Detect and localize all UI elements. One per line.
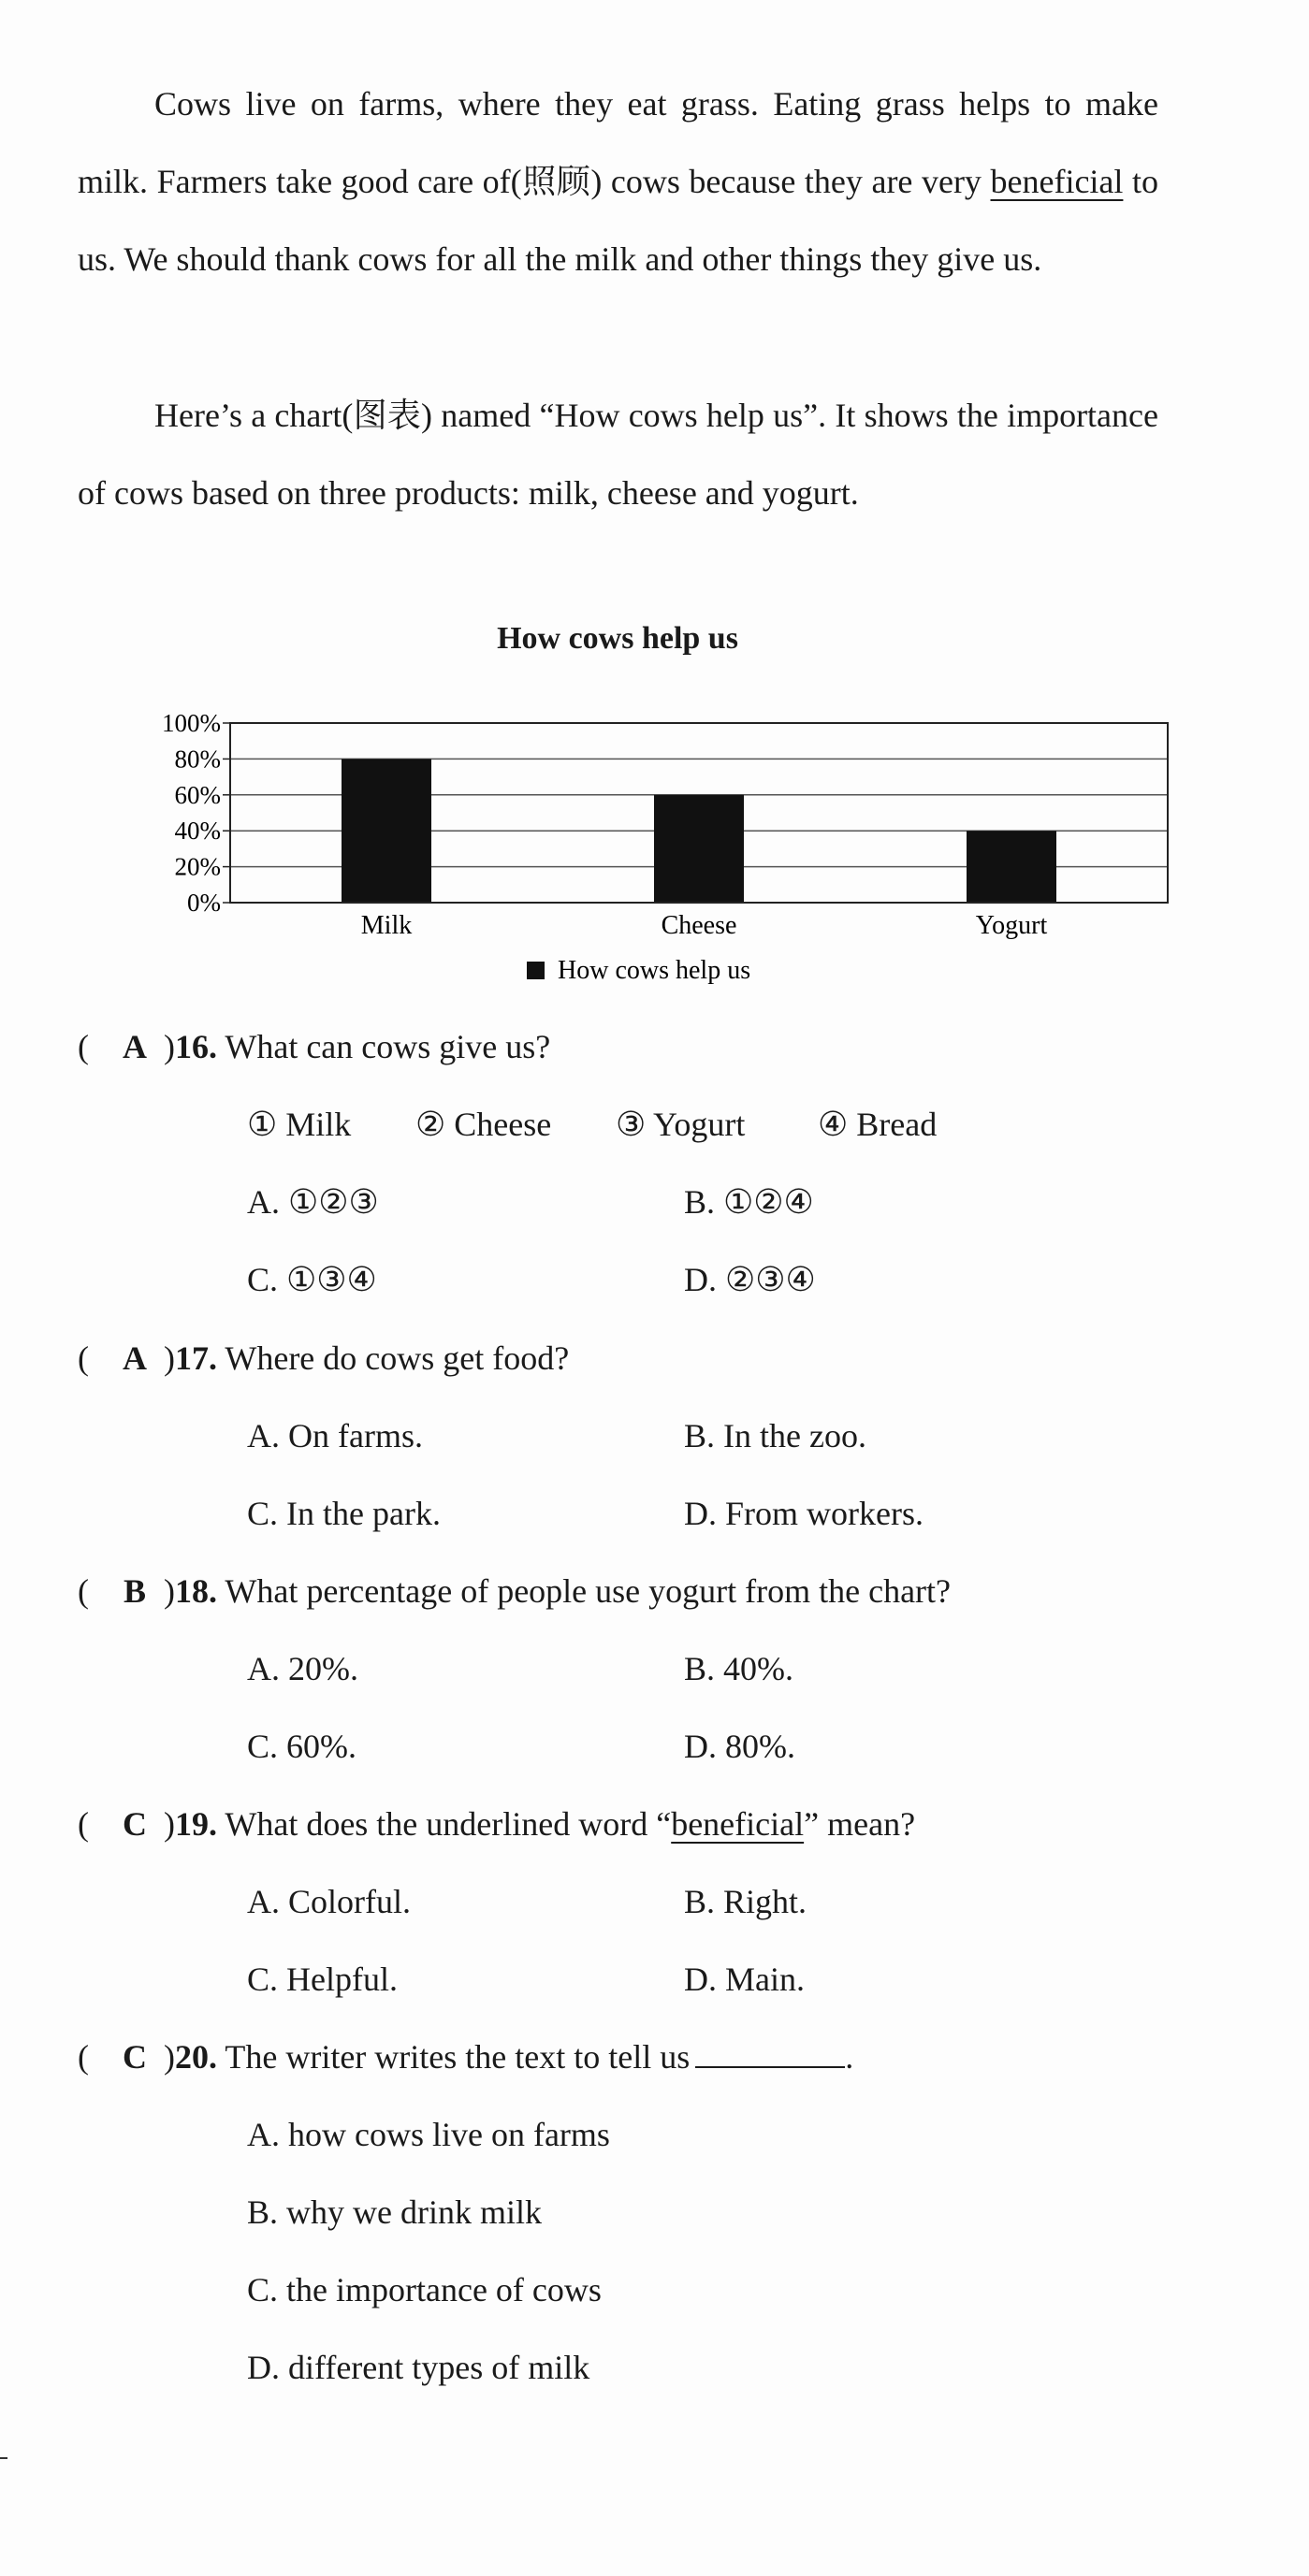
bar-milk xyxy=(342,759,431,903)
y-tick-label: 60% xyxy=(174,780,221,809)
option-c: C. the importance of cows xyxy=(247,2271,602,2308)
y-tick-label: 0% xyxy=(187,889,221,917)
answer-blank xyxy=(695,2038,845,2068)
question-number: 17. xyxy=(175,1339,217,1377)
item-1: ① Milk xyxy=(247,1106,352,1143)
category-label: Cheese xyxy=(661,911,737,940)
item-3: ③ Yogurt xyxy=(616,1106,746,1143)
question-19 xyxy=(78,1803,915,1845)
question-number: 16. xyxy=(175,1028,217,1065)
option-c: C. In the park. xyxy=(247,1495,441,1532)
passage-text: Cows live on farms, where they eat grass. Eating grass helps to make milk. Farmers take good care of(照顾) cows because they are very xyxy=(78,85,1158,200)
option-a: A. 20%. xyxy=(247,1650,358,1687)
option-b: B. In the zoo. xyxy=(684,1417,866,1454)
answer-letter: C xyxy=(123,1805,147,1843)
option-d: D. different types of milk xyxy=(247,2349,590,2386)
underlined-word: beneficial xyxy=(990,163,1124,200)
option-b: B. Right. xyxy=(684,1883,807,1920)
question-20 xyxy=(78,2036,853,2077)
bar-yogurt xyxy=(967,831,1056,903)
question-text: What does the underlined word “ xyxy=(225,1805,672,1843)
option-b: B. 40%. xyxy=(684,1650,793,1687)
option-a: A. ①②③ xyxy=(247,1183,379,1221)
y-tick-label: 100% xyxy=(162,709,221,737)
question-16 xyxy=(78,1026,550,1067)
passage-text: to us. We should thank cows for all the milk and other things they give us. xyxy=(78,163,1158,278)
answer-letter: C xyxy=(123,2038,147,2076)
paren-close: ) xyxy=(164,1805,175,1843)
y-tick-label: 20% xyxy=(174,852,221,881)
option-a: A. Colorful. xyxy=(247,1883,411,1920)
item-4: ④ Bread xyxy=(818,1106,938,1143)
option-d: D. Main. xyxy=(684,1961,805,1998)
legend-label: How cows help us xyxy=(558,956,751,985)
question-17 xyxy=(78,1338,569,1379)
question-number: 20. xyxy=(175,2038,217,2076)
option-d: D. ②③④ xyxy=(684,1261,816,1298)
answer-letter: A xyxy=(123,1339,147,1377)
question-text: What percentage of people use yogurt from the chart? xyxy=(225,1572,952,1610)
paren-close: ) xyxy=(164,1339,175,1377)
chart-y-ticks xyxy=(162,709,230,917)
option-a: A. how cows live on farms xyxy=(247,2116,610,2153)
margin-mark xyxy=(0,2457,7,2459)
question-text-end: . xyxy=(845,2038,854,2076)
paren-open: ( xyxy=(78,2038,89,2076)
paren-close: ) xyxy=(164,2038,175,2076)
option-a: A. On farms. xyxy=(247,1417,423,1454)
question-text: What can cows give us? xyxy=(225,1028,551,1065)
option-d: D. From workers. xyxy=(684,1495,924,1532)
question-text: ” mean? xyxy=(804,1805,916,1843)
question-text: Where do cows get food? xyxy=(225,1339,570,1377)
paren-open: ( xyxy=(78,1572,89,1610)
chart-categories xyxy=(361,911,1048,940)
option-b: B. why we drink milk xyxy=(247,2193,542,2231)
option-c: C. 60%. xyxy=(247,1728,356,1765)
bar-cheese xyxy=(654,795,744,903)
answer-letter: B xyxy=(123,1572,146,1610)
answer-letter: A xyxy=(123,1028,147,1065)
option-c: C. ①③④ xyxy=(247,1261,377,1298)
y-tick-label: 40% xyxy=(174,817,221,846)
paren-close: ) xyxy=(164,1572,175,1610)
bar-chart xyxy=(0,0,1309,1029)
paren-open: ( xyxy=(78,1028,89,1065)
option-b: B. ①②④ xyxy=(684,1183,814,1221)
option-c: C. Helpful. xyxy=(247,1961,398,1998)
question-18 xyxy=(78,1570,951,1612)
legend-swatch xyxy=(527,962,545,979)
passage-paragraph-2: Here’s a chart(图表) named “How cows help us”. It shows the importance of cows based on three products: milk, cheese and yogurt. xyxy=(78,397,1158,512)
paren-open: ( xyxy=(78,1805,89,1843)
category-label: Milk xyxy=(360,911,413,940)
option-d: D. 80%. xyxy=(684,1728,795,1765)
paren-close: ) xyxy=(164,1028,175,1065)
item-2: ② Cheese xyxy=(415,1106,552,1143)
category-label: Yogurt xyxy=(975,911,1048,940)
underlined-word: beneficial xyxy=(671,1805,805,1843)
chart-legend xyxy=(527,956,750,985)
question-number: 19. xyxy=(175,1805,217,1843)
chart-title: How cows help us xyxy=(497,621,738,656)
question-number: 18. xyxy=(175,1572,217,1610)
paren-open: ( xyxy=(78,1339,89,1377)
question-text: The writer writes the text to tell us xyxy=(225,2038,691,2076)
y-tick-label: 80% xyxy=(174,745,221,774)
